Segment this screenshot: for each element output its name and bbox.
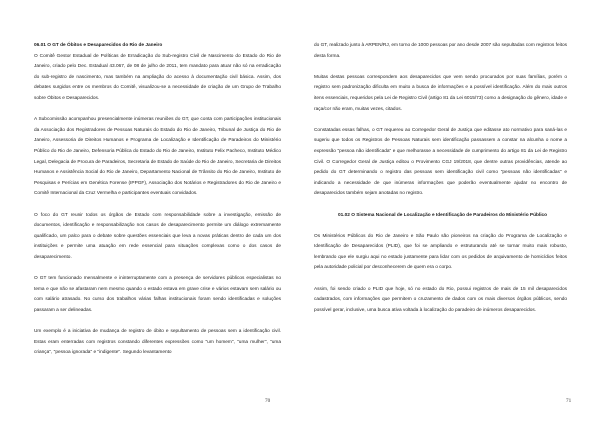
left-page-text [34, 41, 281, 359]
paragraph: Muitas destas pessoas correspondem aos desaparecidos que vem sendo procurados por suas famílias, porém o registro sem padronização dificulta em muito a busca de informações e a possível identificação. Além do mais outros itens essenciais, requeridos pela Lei de Registro Civil (artigo 81 da Lei 6015/73) como a designação do gênero, idade e raça/cor não eram, muitas vezes, citados. [314, 74, 567, 112]
paragraph: A Subcomissão acompanhou presencialmente inúmeras reuniões do GT, que conta com participações institucionais da Associação dos Registradores de Pessoas Naturais do Estado do Rio de Janeiro, Tribunal de Justiça do Rio de Janeiro, Assessoria de Direitos Humanos e Programa de Localização e Identificação de Paradeiros do Ministério Público do Rio de Janeiro, Defensoria Pública do Estado do Rio de Janeiro, Instituto Felix Pacheco, Instituto Médico Legal, Delegacia de Procura de Paradeiros, Secretaria de Estado de Saúde do Rio de Janeiro, Secretaria de Direitos Humanos e Assistência Social do Rio de Janeiro, Departamento Nacional de Trânsito do Rio de Janeiro, Instituto de Pesquisas e Perícias em Genética Forense (IPPGF), Associação dos Notários e Registradores do Rio de Janeiro e Comitê Internacional da Cruz Vermelha e participantes eventuais convidados. [34, 117, 281, 197]
paragraph: Constatadas essas falhas, o GT requereu ao Corregedor Geral de Justiça que editasse ato normativo para saná-las e sugeriu que todos os Registros de Pessoas Naturais sem identificação passassem a constar na alcunha o nome a expressão "pessoa não identificada" e que melhorasse a necessidade de cumprimento do artigo 81 da Lei de Registro Civil. O Corregedor Geral de Justiça editou o Provimento CGJ 19/2018, que dentre outras providências, atende ao pedido do GT determinando o registro das pessoas sem identificação civil como "pessoas não identificadas" e indicando a necessidade de que inúmeras informações que poderão eventualmente ajudar no encontro de desaparecidos também sejam anotadas no registro. [314, 127, 567, 197]
paragraph: do GT, realizado junto à ARPEN/RJ, em torno de 1000 pessoas por ano desde 2007 são sepultadas com registros feitos desta forma. [314, 43, 567, 59]
paragraph: Os Ministérios Públicos do Rio de Janeiro e São Paulo são pioneiros na criação do Programa de Localização e Identificação de Desaparecidos (PLID), que foi se ampliando e estruturando até se tornar muito mais robusto, lembrando que ele surgiu aqui no estado justamente para lidar com os pedidos de arquivamento de homicídios feitos pela autoridade policial por desconhecerem de quem era o corpo. [314, 233, 567, 271]
page-number: 70 [265, 398, 271, 404]
section-heading: 01.02 O Sistema Nacional de Localização e Identificação de Paradeiros do Ministério Público [338, 212, 548, 218]
paragraph: Um exemplo é a iniciativa de mudança de registro de óbito e sepultamento de pessoas sem a identificação civil. Estas eram enterradas com registros constando diferentes expressões como "um homem", "uma mulher", "uma criança", "pessoa ignorada" e "indigente". Segundo levantamento [34, 329, 281, 356]
section-heading: 06.01 O GT de Óbitos e Desaparecidos do Rio de Janeiro [34, 43, 163, 48]
right-page-text [314, 41, 567, 316]
paragraph: O foco do GT reunir todos os órgãos de Estado com responsabilidade sobre a investigação, emissão de documentos, identificação e responsabilização nos casos de desaparecimento permite um diálogo extremamente qualificado, um palco para o debate sobre questões essenciais que leva a novas práticas dentro de cada um dos instituições e permite uma atuação em rede essencial para situações complexas como o dos casos de desaparecimento. [34, 212, 281, 260]
paragraph: Assim, foi sendo criado o PLID que hoje, só no estado do Rio, possui registros de mais de 15 mil desaparecidos cadastrados, com informações que permitem o cruzamento de dados com os mais diversos órgãos públicos, sendo possível gerar, inclusive, uma busca ativa voltada à localização do paradeiro de inúmeros desaparecidos. [314, 286, 567, 313]
page-number: 71 [566, 398, 572, 404]
paragraph: O Comitê Gestor Estadual de Políticas de Erradicação do Sub-registro Civil de Nascimento do Estado do Rio de Janeiro, criado pelo Dec. Estadual 43.067, de 08 de julho de 2011, tem mandato para atuar não só na erradicação do sub-registro de nascimento, mas também na ampliação do acesso à documentação civil básica. Assim, dos debates surgidos entre os membros do Comitê, visualizou-se a necessidade de criação de um Grupo de Trabalho sobre Óbitos e Desaparecidos. [34, 53, 281, 101]
paragraph: O GT tem funcionado mensalmente e ininterruptamente com a presença de servidores públicos especialistas no tema e que não se afastaram nem mesmo quando o estado estava em grave crise e vários estavam sem salário ou com salário atrasado. No curso dos trabalhos várias falhas institucionais foram sendo identificadas e soluções passaram a ser delineadas. [34, 276, 281, 313]
